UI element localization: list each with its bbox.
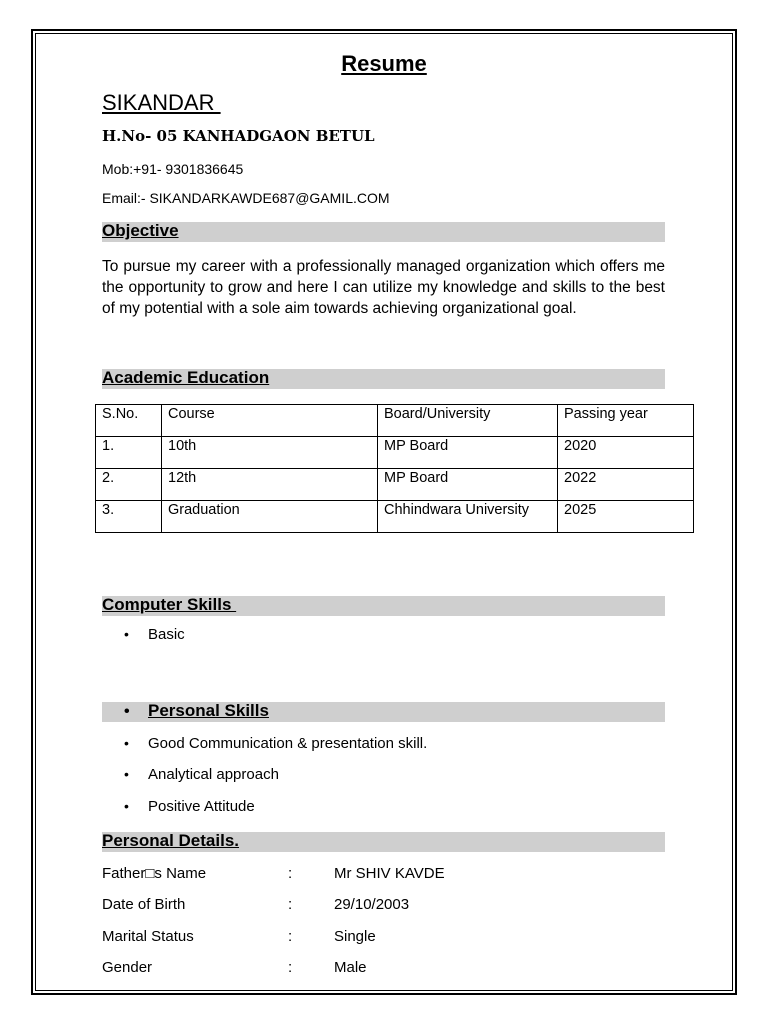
table-row — [96, 501, 694, 533]
list-item — [124, 766, 279, 783]
table-cell: Graduation — [162, 501, 378, 533]
skill-text: Analytical approach — [148, 766, 279, 783]
table-cell: 3. — [96, 501, 162, 533]
table-cell: 2. — [96, 469, 162, 501]
list-item — [124, 798, 255, 815]
detail-label: Marital Status — [102, 928, 194, 945]
detail-value: Single — [334, 928, 376, 945]
detail-separator: : — [288, 959, 293, 976]
table-cell: MP Board — [378, 437, 558, 469]
detail-value: Mr SHIV KAVDE — [334, 865, 445, 882]
email-address: Email:- SIKANDARKAWDE687@GAMIL.COM — [102, 190, 390, 206]
table-cell: 1. — [96, 437, 162, 469]
detail-label: Gender — [102, 959, 153, 976]
address: H.No- 05 KANHADGAON BETUL — [102, 127, 375, 145]
detail-row-gender — [102, 959, 665, 979]
skill-text: Good Communication & presentation skill. — [148, 735, 428, 752]
bullet-icon: • — [124, 626, 129, 642]
bullet-icon: • — [124, 735, 129, 751]
mobile-number: Mob:+91- 9301836645 — [102, 161, 244, 177]
list-item — [124, 626, 185, 643]
detail-row-father-name — [102, 865, 665, 885]
table-row — [96, 437, 694, 469]
list-item — [124, 735, 427, 752]
detail-row-marital-status — [102, 928, 665, 948]
table-cell: 2025 — [558, 501, 694, 533]
computer-skills-heading: Computer Skills — [102, 595, 237, 614]
table-header-row — [96, 405, 694, 437]
candidate-name: SIKANDAR — [102, 90, 221, 115]
personal-skills-heading: Personal Skills — [148, 701, 269, 720]
table-header-cell: Board/University — [378, 405, 558, 437]
detail-value: Male — [334, 959, 367, 976]
detail-label: Father□s Name — [102, 865, 207, 882]
table-header-cell: S.No. — [96, 405, 162, 437]
bullet-icon: • — [124, 766, 129, 782]
table-cell: 12th — [162, 469, 378, 501]
skill-text: Positive Attitude — [148, 798, 255, 815]
objective-text: To pursue my career with a professionally managed organization which offers me the opportunity to grow and here I can utilize my knowledge and skills to the best of my potential with a sole aim towards achieving organizational goal. — [102, 258, 665, 317]
education-heading: Academic Education — [102, 368, 270, 387]
table-cell: Chhindwara University — [378, 501, 558, 533]
table-cell: MP Board — [378, 469, 558, 501]
bullet-icon: • — [124, 798, 129, 814]
objective-heading: Objective — [102, 221, 179, 240]
objective-heading-bar — [102, 222, 665, 242]
personal-details-heading: Personal Details. — [102, 831, 240, 850]
detail-separator: : — [288, 928, 293, 945]
personal-skills-heading-row — [124, 701, 269, 722]
education-table — [95, 404, 694, 533]
detail-separator: : — [288, 896, 293, 913]
table-cell: 2020 — [558, 437, 694, 469]
bullet-icon: • — [124, 703, 130, 720]
detail-separator: : — [288, 865, 293, 882]
skill-text: Basic — [148, 626, 185, 643]
table-row — [96, 469, 694, 501]
resume-title: Resume — [341, 51, 427, 76]
table-cell: 10th — [162, 437, 378, 469]
table-header-cell: Course — [162, 405, 378, 437]
detail-value: 29/10/2003 — [334, 896, 410, 913]
table-cell: 2022 — [558, 469, 694, 501]
detail-label: Date of Birth — [102, 896, 186, 913]
detail-row-date-of-birth — [102, 896, 665, 916]
table-header-cell: Passing year — [558, 405, 694, 437]
